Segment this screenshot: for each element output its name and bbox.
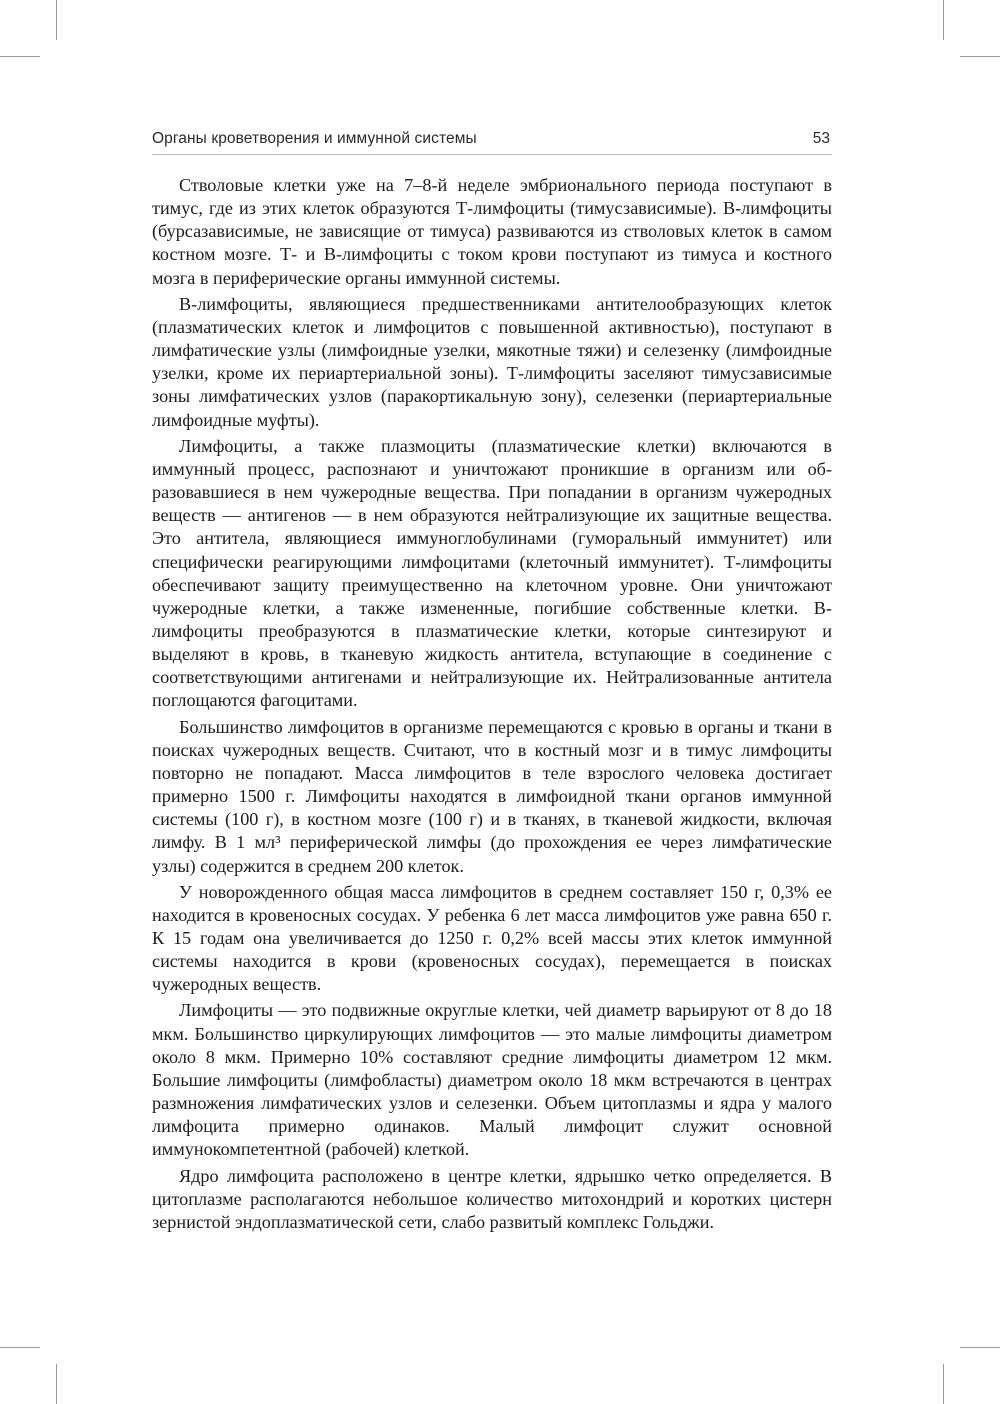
running-header bbox=[152, 128, 832, 155]
paragraph: Ядро лимфоцита расположено в центре клетки, ядрышко четко определяется. В цитоплазме располагаются небольшое количество митохондрий и коротких цистерн зернистой эндоплазматической сети, слабо развитый комплекс Гольджи. bbox=[152, 1165, 832, 1232]
crop-mark-bottom-left bbox=[56, 1364, 57, 1404]
crop-mark-right-upper bbox=[960, 56, 1000, 57]
chapter-title: Органы кроветворения и иммунной системы bbox=[152, 130, 477, 147]
body-text bbox=[152, 174, 832, 1237]
crop-mark-bottom-right bbox=[943, 1364, 944, 1404]
page-number: 53 bbox=[812, 130, 830, 147]
paragraph: Стволовые клетки уже на 7–8-й неделе эмбрионального периода поступают в тимус, где из этих клеток образуются Т-лимфоциты (тимусзависимые). В-лимфоциты (бурсазависимые, не зависящие от тимуса) развиваются из стволовых клеток в самом костном мозге. Т- и В-лимфоциты с током крови поступают из тимуса и костного мозга в периферические органы иммунной системы. bbox=[152, 175, 832, 288]
paragraph: Лимфоциты — это подвижные округлые клетки, чей диаметр варьируют от 8 до 18 мкм. Большинство циркулирующих лимфоцитов — это малые лимфоциты диаметром около 8 мкм. Примерно 10% составляют средние лимфоциты диаметром 12 мкм. Большие лимфоциты (лимфобласты) диаметром около 18 мкм встречаются в центрах размножения лимфатических узлов и селезенки. Объем цитоплазмы и ядра у малого лимфоцита примерно одинаков. Малый лимфоцит служит основной иммунокомпетентной (рабочей) клеткой. bbox=[152, 1000, 832, 1160]
crop-mark-right-lower bbox=[960, 1347, 1000, 1348]
paragraph: Большинство лимфоцитов в организме перемещаются с кровью в органы и ткани в поисках чужеродных веществ. Считают, что в костный мозг и в тимус лимфоциты повторно не попадают. Масса лимфоцитов в теле взрослого человека достигает примерно 1500 г. Лимфоциты находятся в лимфоидной ткани органов иммунной системы (100 г), в костном мозге (100 г) и в тканях, в тканевой жидкости, включая лимфу. В 1 мл³ периферической лимфы (до прохождения ее через лимфатические узлы) содержится в среднем 200 клеток. bbox=[152, 716, 832, 876]
paragraph: В-лимфоциты, являющиеся предшественниками антителообразующих клеток (плазматических клеток и лимфоцитов с повышенной активностью), поступают в лимфатические узлы (лимфоидные узелки, мякотные тяжи) и селезенку (лимфоидные узелки, кроме их периартериальной зоны). Т-лимфоциты заселяют тимусзависимые зоны лимфатических узлов (паракортикальную зону), селезенки (периартериальные лимфоидные муфты). bbox=[152, 293, 832, 430]
crop-mark-top-left bbox=[56, 0, 57, 40]
crop-mark-left-lower bbox=[0, 1347, 40, 1348]
paragraph: У новорожденного общая масса лимфоцитов в среднем составляет 150 г, 0,3% ее находится в кровеносных сосудах. У ребенка 6 лет масса лимфоцитов уже равна 650 г. К 15 годам она увеличивается до 1250 г. 0,2% всей массы этих клеток иммунной системы находится в крови (кровеносных сосудах), перемещается в поисках чужеродных веществ. bbox=[152, 881, 832, 995]
crop-mark-left-upper bbox=[0, 56, 40, 57]
paragraph: Лимфоциты, а также плазмоциты (плазматические клетки) включаются в иммунный процесс, распознают и уничтожают проникшие в организм или образовавшиеся в нем чужеродные вещества. При попадании в организм чужеродных веществ — антигенов — в нем образуются нейтрализующие их защитные вещества. Это антитела, являющиеся иммуноглобулинами (гуморальный иммунитет) или специфически реагирующими лимфоцитами (клеточный иммунитет). Т-лимфоциты обеспечивают защиту преимущественно на клеточном уровне. Они уничтожают чужеродные клетки, а также измененные, погибшие собственные клетки. В-лимфоциты преобразуются в плазматические клетки, которые синтезируют и выделяют в кровь, в тканевую жидкость антитела, вступающие в соединение с соответствующими антигенами и нейтрализующие их. Нейтрализованные антитела поглощаются фагоцитами. bbox=[152, 435, 832, 711]
crop-mark-top-right bbox=[943, 0, 944, 40]
